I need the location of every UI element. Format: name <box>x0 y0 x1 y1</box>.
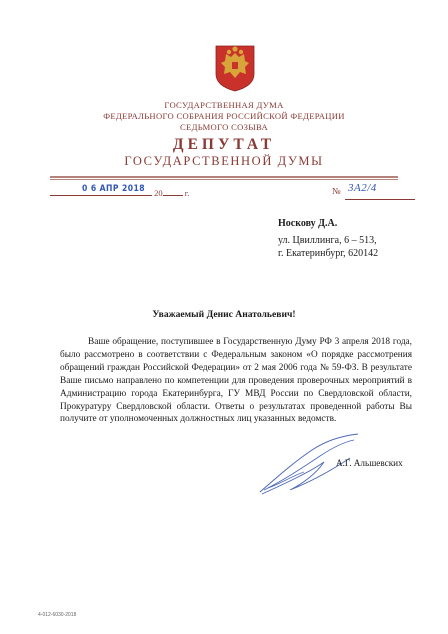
addressee-street: ул. Цвиллинга, 6 – 513, <box>278 235 377 246</box>
signatory-name: А.Г. Альшевских <box>336 458 403 468</box>
number-underline <box>345 199 415 200</box>
year-suffix: г. <box>184 188 190 198</box>
header-federal-assembly: ФЕДЕРАЛЬНОГО СОБРАНИЯ РОССИЙСКОЙ ФЕДЕРАЦИИ <box>103 111 345 121</box>
number-label: № <box>332 186 341 196</box>
header-divider-thin <box>50 179 398 180</box>
letter-body: Ваше обращение, поступившее в Государственную Думу РФ 3 апреля 2018 года, было рассмотрено в соответствии с Федеральным законом «О порядке рассмотрения обращений граждан Российской Федерации» от 2 мая 2006 года № 59-ФЗ. В результате Ваше письмо направлено по компетенции для проведения проверочных мероприятий в Администрацию города Екатеринбурга, ГУ МВД России по Свердловской области, Прокуратуру Свердловской области. Ответы о результатах проведенной работы Вы получите от уполномоченных должностных лиц указанных ведомств. <box>60 337 412 425</box>
year-printed: 20 <box>154 188 163 198</box>
addressee-name: Носкову Д.А. <box>278 218 338 229</box>
header-duma: ГОСУДАРСТВЕННАЯ ДУМА <box>164 100 284 110</box>
header-title: ДЕПУТАТ <box>172 136 276 153</box>
header-convocation: СЕДЬМОГО СОЗЫВА <box>179 122 269 132</box>
greeting: Уважаемый Денис Анатольевич! <box>152 309 296 320</box>
header-divider <box>50 176 398 178</box>
date-stamp: 0 6 АПР 2018 <box>82 184 145 194</box>
header-subtitle: ГОСУДАРСТВЕННОЙ ДУМЫ <box>124 154 324 168</box>
coat-of-arms-icon <box>214 44 256 92</box>
number-handwritten: 3А2/4 <box>348 182 377 194</box>
addressee-city: г. Екатеринбург, 620142 <box>278 248 379 259</box>
footer-code: 4-012-6030-2018 <box>38 612 77 618</box>
